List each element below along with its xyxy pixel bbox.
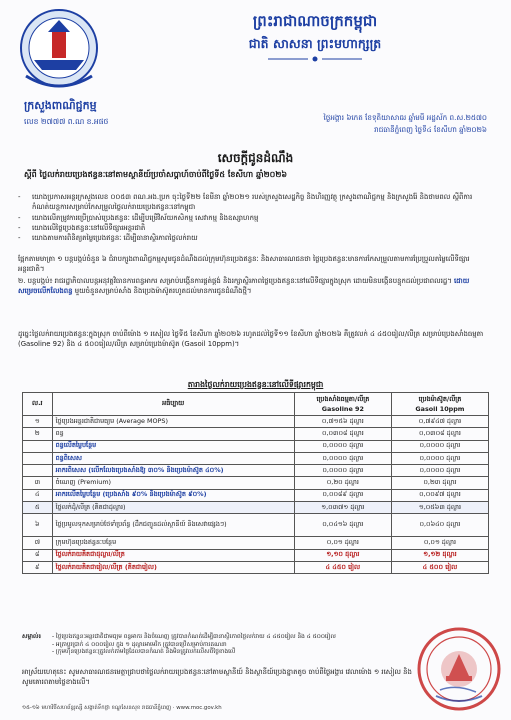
document-subject xyxy=(24,170,487,180)
table-row: ២ ពន្ធ ០,០៣០៨ ដុល្លារ ០,០៣០៨ ដុល្លារ xyxy=(23,428,489,440)
national-motto: ជាតិ សាសនា ព្រះមហាក្សត្រ xyxy=(248,36,382,51)
lunar-date: ថ្ងៃអង្គារ ៦កេត ខែទុតិយាសាឍ ឆ្នាំមមី អដ្ឋស័ក ព.ស.២៥៧០ xyxy=(323,113,487,122)
table-row: ៧ ក្រុមហ៊ុនប្រេងឥន្ធនៈបន្ថែម ០,០១ ដុល្លារ ០,០១ ដុល្លារ xyxy=(23,537,489,549)
reference-item: - យោងលើតម្រូវការប្រើប្រាស់ប្រេងឥន្ធនៈ ដើម្បីបម្រើវិស័យកសិកម្ម សេវាកម្ម និងឧស្សាហកម្ម xyxy=(18,213,259,222)
solar-date: រាជធានីភ្នំពេញ ថ្ងៃទី៤ ខែសីហា ឆ្នាំ២០២៦ xyxy=(374,125,487,134)
note-line: - ថ្លៃប្រេងឥន្ធនៈអន្តរជាតិជាមធ្យម ពន្ធអាករ និងចំណេញ ត្រូវបានកំណត់ដើម្បីធានាស្ថិរភាពថ្លៃលក់រាយ ៤ ៤៥០រៀល និង ៤ ៥០០រៀល xyxy=(52,634,336,640)
col-diesel: ប្រេងម៉ាស៊ូត/លីត្រ Gasoil 10ppm xyxy=(391,393,488,416)
subject-label: ស្តីពី xyxy=(24,170,37,179)
table-title: តារាងថ្លៃលក់រាយប្រេងឥន្ធនៈនៅលើទីផ្សារកម្ពុជា xyxy=(187,380,324,389)
paragraph-1: ផ្អែកតាមមាត្រា ១ បន្តបង្កប់ចំនួន ៦ ជំរាបក្សួងពាណិជ្ជកម្មសូមជូនដំណឹងដល់ក្រុមហ៊ុនប្រេងឥន្ធនៈ និងសាធារណជនថា ថ្លៃប្រេងឥន្ធនៈមានការកែសម្រួលតាមការប្រែប្រួលតម្លៃលើទីផ្សារអន្តរជាតិ។ xyxy=(18,255,470,274)
fuel-price-table xyxy=(22,392,489,574)
reference-number: លេខ ២៧៧៧ ព.ណ ខ.អផថ xyxy=(24,117,109,126)
table-row: ៣ ចំណេញ (Premium) ០,២០ ដុល្លារ ០,២៣ ដុល្លារ xyxy=(23,477,489,489)
col-no: ល.រ xyxy=(23,393,53,416)
table-row: អាករពិសេស (លើកលែងប្រេងសាំងឱ្យ ៣០% និងប្រេងម៉ាស៊ូត ៤០%) ០,០០០០ ដុល្លារ ០,០០០០ ដុល្លារ xyxy=(23,465,489,477)
ornament-divider xyxy=(268,56,362,62)
reference-item: - យោងលើថ្លៃប្រេងឥន្ធនៈនៅលើទីផ្សារអន្តរជាតិ xyxy=(18,223,146,232)
col-desc: អធិប្បាយ xyxy=(52,393,294,416)
kingdom-heading: ព្រះរាជាណាចក្រកម្ពុជា xyxy=(252,12,378,30)
col-gasoline: ប្រេងសាំងធម្មតា/លីត្រ Gasoline 92 xyxy=(294,393,391,416)
table-row: ៥ ថ្លៃលក់ដុំ/លីត្រ (គិតជាដុល្លារ) ១,០៣៧១ ដុល្លារ ១,០៥៦៣ ដុល្លារ xyxy=(23,502,489,514)
table-row: ៩ ថ្លៃលក់រាយគិតជារៀល/លីត្រ (គិតជារៀល) ៤ ៤៥០ រៀល ៤ ៥០០ រៀល xyxy=(23,561,489,573)
paragraph-3: ដូច្នេះថ្លៃលក់រាយប្រេងឥន្ធនៈក្នុងស្រុក ចាប់ពីម៉ោង ១ រសៀល ថ្ងៃទី៥ ខែសីហា ឆ្នាំ២០២៦ រហូតដល់ថ្ងៃទី១១ ខែសីហា ឆ្នាំ២០២៦ គឺត្រូវលក់ ៤ ៤៥០រៀល/លីត្រ សម្រាប់ប្រេងសាំងធម្មតា (Gasoline 92) និង ៤ ៥០០រៀល/លីត្រ សម្រាប់ប្រេងម៉ាស៊ូត (Gasoil 10ppm)។ xyxy=(18,330,484,349)
reference-item: - យោងតាមការពិនិត្យតម្លៃប្រេងឥន្ធនៈ ដើម្បីធានាស្ថិរភាពថ្លៃលក់រាយ xyxy=(18,234,198,243)
ministry-logo xyxy=(18,6,100,96)
subject-text: ថ្លៃលក់រាយប្រេងឥន្ធនៈនៅតាមស្ថានីយ៍ប្រចាំសប្តាហ៍ចាប់ពីថ្ងៃទី៥ ខែសីហា ឆ្នាំ២០២៦ xyxy=(39,170,288,179)
table-row: ៤ អាករលើតម្លៃបន្ថែម (ប្រេងសាំង ៩០% និងប្រេងម៉ាស៊ូត ៩០%) ០,០០៨៩ ដុល្លារ ០,០០៩៧ ដុល្លារ xyxy=(23,489,489,501)
document-title: សេចក្តីជូនដំណឹង xyxy=(217,151,294,165)
closing-paragraph: អាស្រ័យហេតុនេះ សូមសាធារណជនមេត្តាជ្រាបថាថ្លៃលក់រាយប្រេងឥន្ធនៈនៅតាមស្ថានីយ៍ និងស្ថានីយ៍ប្រេងខ្នាតតូច ចាប់ពីថ្ងៃអង្គារ វេលាម៉ោង ១ រសៀល និងសូមគោរពតាមថ្លៃខាងលើ។ xyxy=(22,668,412,686)
table-row: ពន្ធលើតម្លៃបន្ថែម ០,០០០០ ដុល្លារ ០,០០០០ ដុល្លារ xyxy=(23,440,489,452)
footer-address: ១៥-១៦ មហាវិថីសហព័ន្ធរុស្សី សង្កាត់ទឹកថ្លា ខណ្ឌសែនសុខ រាជធានីភ្នំពេញ · www.moc.gov.kh xyxy=(22,705,222,711)
table-row: ៦ ថ្លៃប្រមូលទុកសម្រាប់ថែទាំប្រព័ន្ធ (ដឹកជញ្ជូនដល់ស្ថានីយ៍ និងសេវាផ្សេងៗ) ០,០៤១៦ ដុល្លារ ០,០៦៤០ ដុល្លារ xyxy=(23,514,489,537)
highlight-text: ដោយសម្រេចលើកលែងពន្ធ xyxy=(18,277,470,296)
note-line: - អត្រាប្តូរប្រាក់ ៤ ០០០រៀល ក្នុង ១ ដុល្លារអាមេរិក ត្រូវបានប្រើសម្រាប់ការគណនា xyxy=(52,641,227,648)
ministry-name: ក្រសួងពាណិជ្ជកម្ម xyxy=(24,99,97,112)
official-stamp xyxy=(416,626,502,712)
note-line: - ក្រុមហ៊ុនប្រេងឥន្ធនៈត្រូវលក់តាមថ្លៃដែលបានកំណត់ និងមិនត្រូវលក់លើសពីថ្លៃខាងលើ xyxy=(52,649,236,656)
notes-label: សម្គាល់៖ xyxy=(22,634,42,640)
table-row: ១ ថ្លៃប្រេងអន្តរជាតិជាមធ្យម (Average MOPS) ០,៧១៥៦ ដុល្លារ ០,៧៩៤៧ ដុល្លារ xyxy=(23,416,489,428)
reference-item: - យោងប្រកាសអន្តរក្រសួងលេខ ០០៥៣ ពណ.អង.ប្រក ចុះថ្ងៃទី២២ ខែមីនា ឆ្នាំ២០២១ របស់ក្រសួងសេដ្ឋកិច្ច និងហិរញ្ញវត្ថុ ក្រសួងពាណិជ្ជកម្ម និងក្រសួងរ៉ែ និងថាមពល ស្តីពីការកំណត់យន្តការសម្រាប់កែសម្រួលថ្លៃលក់រាយប្រេងឥន្ធនៈនៅកម្ពុជា xyxy=(18,193,473,212)
paragraph-2: ២. បន្តបង្កប់៖ រាជរដ្ឋាភិបាលបន្តអនុវត្តវិធានការពន្ធអាករ សម្រាប់បង្កើនការផ្គត់ផ្គង់ និងរក្សាស្ថិរភាពថ្លៃប្រេងឥន្ធនៈនៅលើទីផ្សារក្នុងស្រុក ដោយមិនបង្កើនបន្ទុកដល់ប្រជាពលរដ្ឋ។ ដោយសម្រេចលើកលែងពន្ធ មួយចំនួនសម្រាប់សាំង និងប្រេងម៉ាស៊ូតរហូតដល់មានការជូនដំណឹងថ្មី។ xyxy=(18,277,470,296)
table-row: ពន្ធពិសេស ០,០០០០ ដុល្លារ ០,០០០០ ដុល្លារ xyxy=(23,452,489,464)
table-row: ៨ ថ្លៃលក់រាយគិតជាដុល្លារ/លីត្រ ១,១០ ដុល្លារ ១,១២ ដុល្លារ xyxy=(23,549,489,561)
references-list xyxy=(18,192,488,243)
